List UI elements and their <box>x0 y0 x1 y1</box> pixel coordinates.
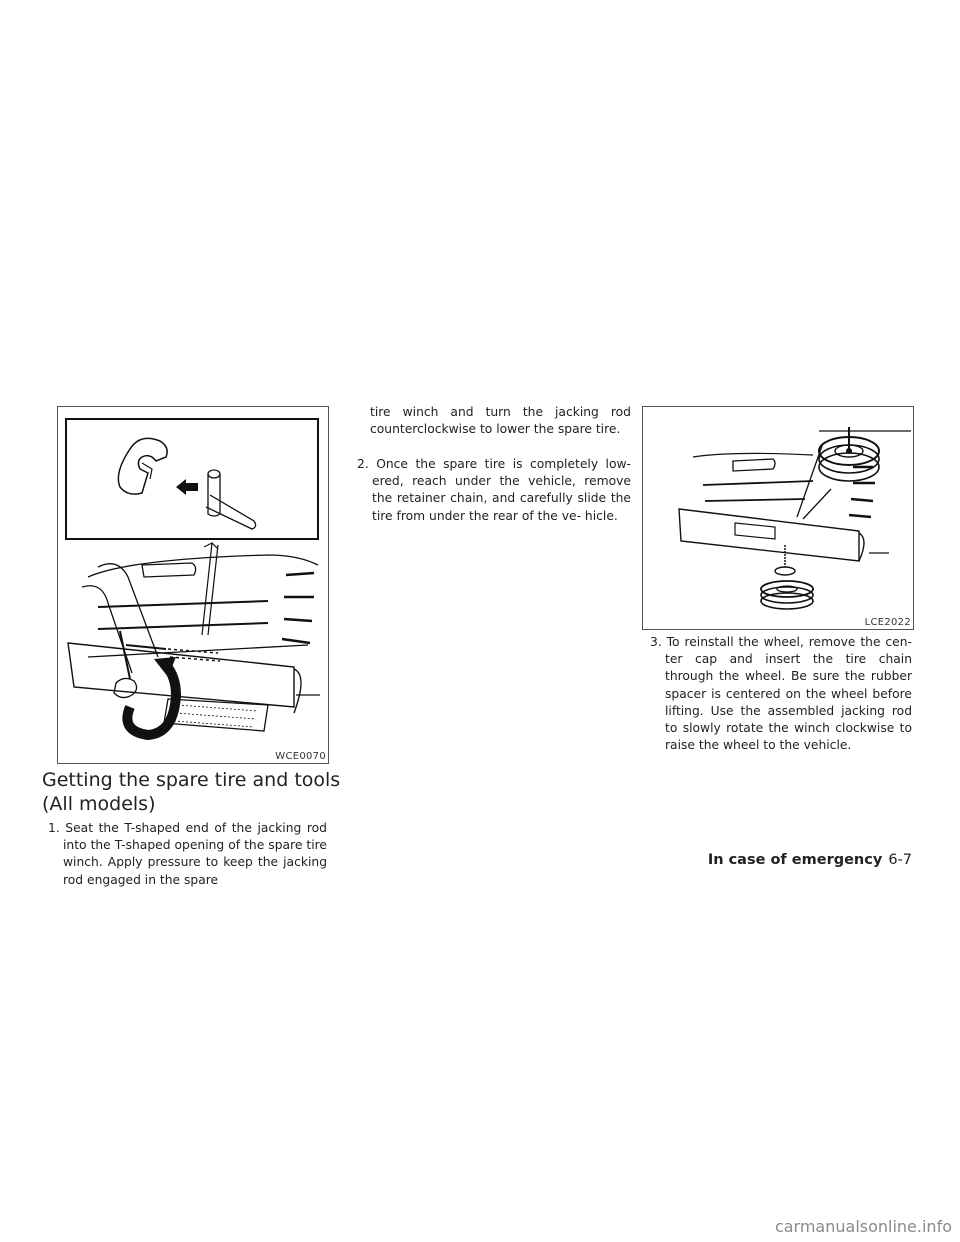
step-text: Seat the T-shaped end of the jacking rod into the T-shaped opening of the spare tire winch. Apply pressure to keep the jacking rod engaged in the spare <box>63 821 327 887</box>
figure-code: WCE0070 <box>275 751 326 762</box>
step-text: To reinstall the wheel, remove the cen- ter cap and insert the tire chain through the wheel. Be sure the rubber spacer is centered on the wheel before lifting. Use the assembled jacking rod to slowly rotate the winch clockwise to raise the wheel to the vehicle. <box>665 635 912 753</box>
page-footer <box>708 852 912 868</box>
step-number: 1. <box>48 821 60 835</box>
step-1 <box>48 820 327 889</box>
step-number: 2. <box>357 457 369 471</box>
step-2 <box>357 456 631 525</box>
figure-code: LCE2022 <box>864 617 911 628</box>
spare-tire-winch-illustration <box>58 407 328 763</box>
figure-spare-tire <box>642 406 914 630</box>
step-1-continued: tire winch and turn the jacking rod counterclockwise to lower the spare tire. <box>370 405 631 437</box>
step-3 <box>650 634 912 754</box>
figure-winch <box>57 406 329 764</box>
page-number: 6-7 <box>888 852 912 868</box>
section-title: Getting the spare tire and tools (All models) <box>42 769 341 815</box>
chapter-title: In case of emergency <box>707 852 883 868</box>
spare-tire-lowered-illustration <box>643 407 913 629</box>
step-text: Once the spare tire is completely low- ered, reach under the vehicle, remove the retainer chain, and carefully slide the tire from under the rear of the ve- hicle. <box>372 457 631 523</box>
step-number: 3. <box>650 635 662 649</box>
watermark: carmanualsonline.info <box>774 1217 952 1236</box>
